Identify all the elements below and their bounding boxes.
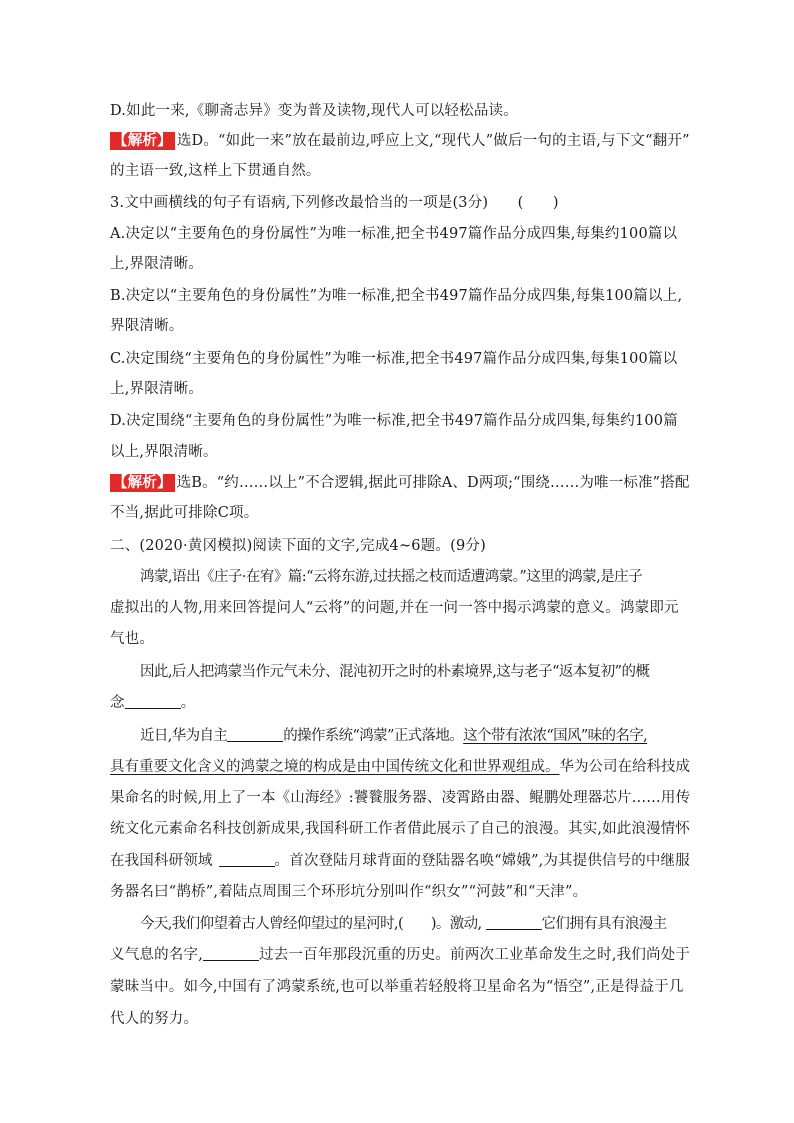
para-4-line-3: 蒙昧当中。如今,中国有了鸿蒙系统,也可以举重若轻般将卫星命名为“悟空”,正是得益于几 bbox=[110, 979, 684, 995]
para-3-text-b: 的操作系统“鸿蒙”正式落地。 bbox=[283, 728, 464, 744]
analysis-2-line bbox=[110, 473, 690, 493]
option-c-line-1: C.决定围绕“主要角色的身份属性”为唯一标准,把全书497篇作品分成四集,每集100篇以 bbox=[110, 351, 678, 367]
analysis-2-cont: 不当,据此可排除C项。 bbox=[110, 505, 259, 521]
analysis-2-text: 选B。“约……以上”不合逻辑,据此可排除A、D两项;“围绕……为唯一标准”搭配 bbox=[176, 475, 690, 491]
fill-blank-3 bbox=[219, 851, 275, 867]
para-4-text-b: 它们拥有具有浪漫主 bbox=[541, 916, 667, 932]
fill-blank-1 bbox=[125, 693, 181, 709]
para-3-line-1 bbox=[140, 726, 720, 746]
option-a-line-2: 上,界限清晰。 bbox=[110, 256, 204, 272]
analysis-1-line bbox=[110, 131, 690, 151]
analysis-1-text: 选D。“如此一来”放在最前边,呼应上文,“现代人”做后一句的主语,与下文“翻开” bbox=[176, 133, 690, 149]
para-2-line-2 bbox=[110, 693, 690, 713]
para-2-text-b: 。 bbox=[180, 695, 196, 711]
option-d-line: D.如此一来,《聊斋志异》变为普及读物,现代人可以轻松品读。 bbox=[110, 103, 518, 119]
fill-blank-5 bbox=[203, 945, 259, 961]
para-1-line-2: 虚拟出的人物,用来回答提问人“云将”的问题,并在一问一答中揭示鸿蒙的意义。鸿蒙即元 bbox=[110, 600, 679, 616]
option-d2-line-2: 以上,界限清晰。 bbox=[110, 444, 218, 460]
underlined-sentence-part-1: 这个带有浓浓“国风”味的名字, bbox=[463, 728, 648, 744]
para-4-text-a: 今天,我们仰望着古人曾经仰望过的星河时,( )。激动, bbox=[140, 916, 482, 932]
para-4-line-4: 代人的努力。 bbox=[110, 1011, 199, 1027]
para-3-line-4: 统文化元素命名科技创新成果,我国科研工作者借此展示了自己的浪漫。其实,如此浪漫情怀 bbox=[110, 821, 690, 837]
para-3-line-3: 果命名的时候,用上了一本《山海经》:饕餮服务器、凌霄路由器、鲲鹏处理器芯片……用传 bbox=[110, 790, 691, 806]
para-4-text-d: 过去一百年那段沉重的历史。前两次工业革命发生之时,我们尚处于 bbox=[259, 947, 691, 963]
para-2-text-a: 念 bbox=[110, 695, 125, 711]
underlined-sentence-part-2: 具有重要文化含义的鸿蒙之境的构成是由中国传统文化和世界观组成。 bbox=[110, 759, 560, 775]
fill-blank-4 bbox=[486, 914, 542, 930]
analysis-1-cont: 的主语一致,这样上下贯通自然。 bbox=[110, 163, 321, 179]
option-b-line-1: B.决定以“主要角色的身份属性”为唯一标准,把全书497篇作品分成四集,每集100篇以上, bbox=[110, 288, 683, 304]
para-3-text-a: 近日,华为自主 bbox=[140, 728, 228, 744]
para-2-line-1: 因此,后人把鸿蒙当作元气未分、混沌初开之时的朴素境界,这与老子“返本复初”的概 bbox=[140, 664, 650, 680]
option-b-line-2: 界限清晰。 bbox=[110, 318, 184, 334]
para-1-line-3: 气也。 bbox=[110, 631, 155, 647]
para-3-text-d: 在我国科研领域 bbox=[110, 853, 213, 869]
section-2-heading: 二、(2020·黄冈模拟)阅读下面的文字,完成4~6题。(9分) bbox=[110, 538, 486, 554]
para-3-text-e: 。首次登陆月球背面的登陆器名唤“嫦娥”,为其提供信号的中继服 bbox=[274, 853, 690, 869]
para-3-line-2 bbox=[110, 757, 690, 777]
para-4-line-2 bbox=[110, 945, 690, 965]
para-4-line-1 bbox=[140, 914, 720, 934]
analysis-tag: 【解析】 bbox=[110, 132, 175, 150]
option-c-line-2: 上,界限清晰。 bbox=[110, 381, 204, 397]
para-3-line-5 bbox=[110, 851, 690, 871]
option-a-line-1: A.决定以“主要角色的身份属性”为唯一标准,把全书497篇作品分成四集,每集约100篇以 bbox=[110, 226, 678, 242]
para-3-text-c: 华为公司在给科技成 bbox=[559, 759, 690, 775]
analysis-tag-2: 【解析】 bbox=[110, 474, 175, 492]
para-1-line-1: 鸿蒙,语出《庄子·在宥》篇:“云将东游,过扶摇之枝而适遭鸿蒙。”这里的鸿蒙,是庄子 bbox=[140, 569, 643, 585]
para-4-text-c: 义气息的名字, bbox=[110, 947, 204, 963]
para-3-line-6: 务器名曰“鹊桥”,着陆点周围三个环形坑分别叫作“织女”“河鼓”和“天津”。 bbox=[110, 884, 588, 900]
question-3: 3.文中画横线的句子有语病,下列修改最恰当的一项是(3分) ( ) bbox=[110, 195, 559, 211]
option-d2-line-1: D.决定围绕“主要角色的身份属性”为唯一标准,把全书497篇作品分成四集,每集约100篇 bbox=[110, 413, 678, 429]
fill-blank-2 bbox=[227, 726, 283, 742]
